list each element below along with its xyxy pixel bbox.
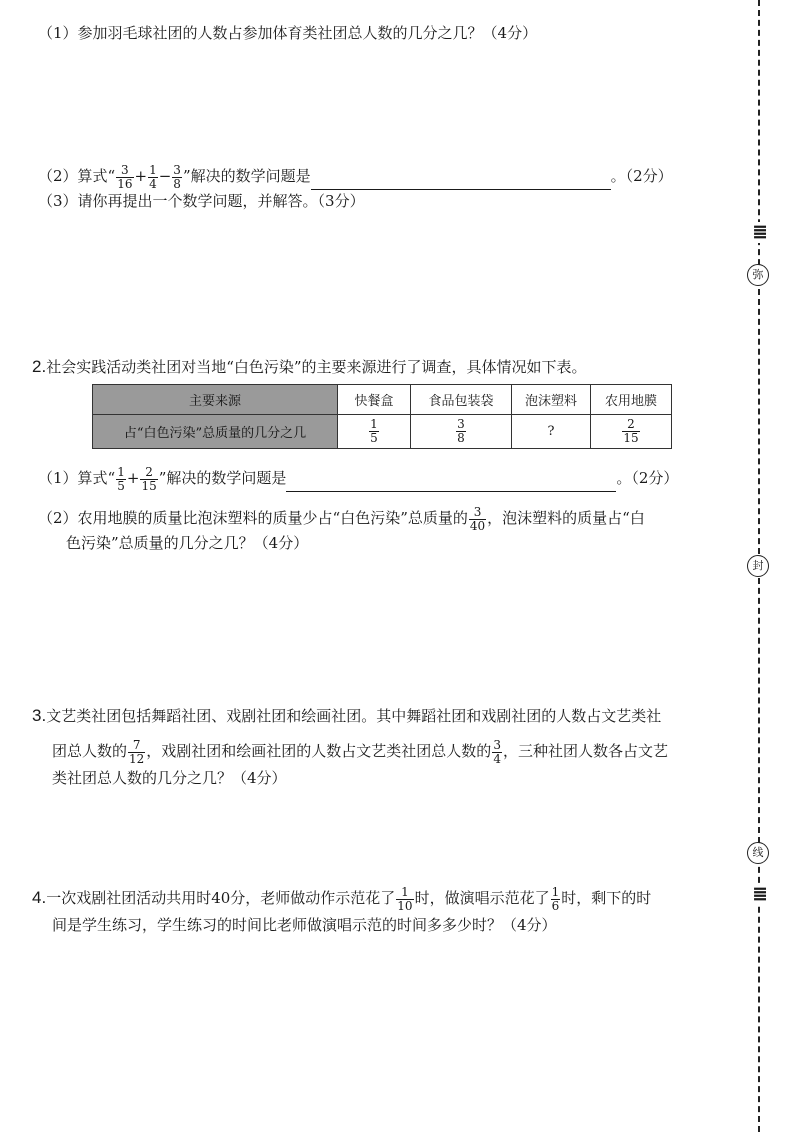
binding-mark-icon: ≣	[746, 222, 772, 243]
fraction-numerator: 1	[149, 163, 157, 177]
problem-text: 社会实践活动类社团对当地“白色污染”的主要来源进行了调查，具体情况如下表。	[46, 358, 587, 376]
problem-number: 2.	[32, 357, 47, 376]
fraction-numerator: 2	[622, 418, 639, 432]
fraction-numerator: 1	[117, 465, 125, 479]
fraction-denominator: 6	[551, 898, 560, 913]
fraction-denominator: 8	[457, 431, 465, 445]
q21-suffix: ”解决的数学问题是	[158, 469, 287, 488]
fraction-denominator: 15	[623, 431, 639, 445]
problem-number: 4.	[32, 888, 47, 908]
fraction	[140, 466, 157, 492]
q12-suffix: ”解决的数学问题是	[182, 167, 311, 186]
fraction-numerator: 3	[493, 738, 501, 752]
question-2-1	[38, 466, 678, 492]
table-cell	[338, 415, 411, 449]
fraction	[492, 739, 502, 765]
fraction	[148, 164, 158, 190]
fraction-numerator: 3	[173, 163, 181, 177]
fraction-denominator: 4	[493, 751, 501, 766]
problem-text: 文艺类社团包括舞蹈社团、戏剧社团和绘画社团。其中舞蹈社团和戏剧社团的人数占文艺类社	[46, 707, 662, 725]
answer-blank[interactable]	[311, 173, 611, 190]
table-header-row	[93, 385, 672, 415]
fraction	[396, 886, 413, 912]
q22-text: ，泡沫塑料的质量占“白	[487, 509, 645, 528]
question-2-2-line1	[38, 506, 645, 532]
fraction-numerator: 2	[140, 466, 157, 480]
fraction	[128, 739, 145, 765]
fraction-numerator: 1	[396, 886, 413, 900]
problem-text: 时，做演唱示范花了	[414, 889, 550, 908]
question-1-1: （1）参加羽毛球社团的人数占参加体育类社团总人数的几分之几？（4分）	[38, 24, 538, 42]
answer-blank[interactable]	[286, 475, 616, 492]
fraction-denominator: 15	[141, 478, 157, 493]
table-column-header: 快餐盒	[338, 385, 411, 415]
table-column-header: 食品包装袋	[411, 385, 512, 415]
seal-char-feng: 封	[747, 555, 769, 577]
q12-end: 。（2分）	[610, 167, 673, 186]
question-2-2-line2: 色污染”总质量的几分之几？（4分）	[66, 534, 309, 552]
q21-prefix: （1）算式“	[38, 469, 116, 488]
table-header-label: 主要来源	[93, 385, 338, 415]
fraction	[116, 164, 133, 190]
fraction-numerator: 1	[370, 417, 378, 432]
q12-prefix: （2）算式“	[38, 167, 116, 186]
problem-text: 时，剩下的时	[561, 889, 652, 908]
fraction	[551, 886, 561, 912]
white-pollution-table	[92, 384, 672, 449]
fraction-denominator: 5	[370, 431, 378, 445]
problem-3-line2	[52, 739, 668, 765]
problem-2-intro	[32, 358, 587, 375]
problem-3-line1	[32, 707, 661, 724]
binding-mark-icon: ≣	[746, 884, 772, 905]
question-1-2	[38, 164, 673, 190]
plus-sign: +	[126, 469, 140, 488]
fraction-numerator: 3	[469, 506, 486, 520]
fraction-denominator: 10	[397, 898, 413, 913]
problem-number: 3.	[32, 706, 47, 725]
table-value-row	[93, 415, 672, 449]
fraction-numerator: 3	[457, 417, 465, 432]
problem-text: 团总人数的	[52, 742, 128, 761]
table-column-header: 泡沫塑料	[512, 385, 591, 415]
table-cell	[411, 415, 512, 449]
seal-char-mi: 弥	[747, 264, 769, 286]
fraction	[116, 466, 126, 492]
problem-text: 一次戏剧社团活动共用时40分，老师做动作示范花了	[46, 889, 396, 908]
plus-sign: +	[134, 167, 148, 186]
seal-char-xian: 线	[747, 842, 769, 864]
problem-text: ，三种社团人数各占文艺	[502, 742, 668, 761]
fraction-denominator: 40	[469, 518, 486, 533]
problem-3-line3: 类社团总人数的几分之几？（4分）	[52, 769, 287, 787]
fraction-numerator: 1	[551, 885, 560, 899]
fraction-denominator: 8	[173, 176, 181, 191]
fraction-denominator: 5	[117, 478, 125, 493]
question-1-3: （3）请你再提出一个数学问题，并解答。（3分）	[38, 192, 365, 210]
problem-4-line2: 间是学生练习，学生练习的时间比老师做演唱示范的时间多多少时？（4分）	[52, 916, 557, 934]
minus-sign: −	[158, 167, 172, 186]
fraction	[469, 506, 486, 532]
table-cell-unknown[interactable]: ?	[512, 415, 591, 449]
fraction-numerator: 7	[128, 739, 145, 753]
table-row-label: 占“白色污染”总质量的几分之几	[93, 415, 338, 449]
fraction-denominator: 16	[117, 176, 133, 191]
problem-4-line1	[32, 886, 651, 912]
fraction-denominator: 12	[129, 751, 145, 766]
fraction-numerator: 3	[116, 164, 133, 178]
fraction-denominator: 4	[149, 176, 157, 191]
table-column-header: 农用地膜	[591, 385, 672, 415]
fraction	[172, 164, 182, 190]
table-cell	[591, 415, 672, 449]
q22-text: （2）农用地膜的质量比泡沫塑料的质量少占“白色污染”总质量的	[38, 509, 468, 528]
q21-end: 。（2分）	[616, 469, 679, 488]
problem-text: ，戏剧社团和绘画社团的人数占文艺类社团总人数的	[146, 742, 492, 761]
